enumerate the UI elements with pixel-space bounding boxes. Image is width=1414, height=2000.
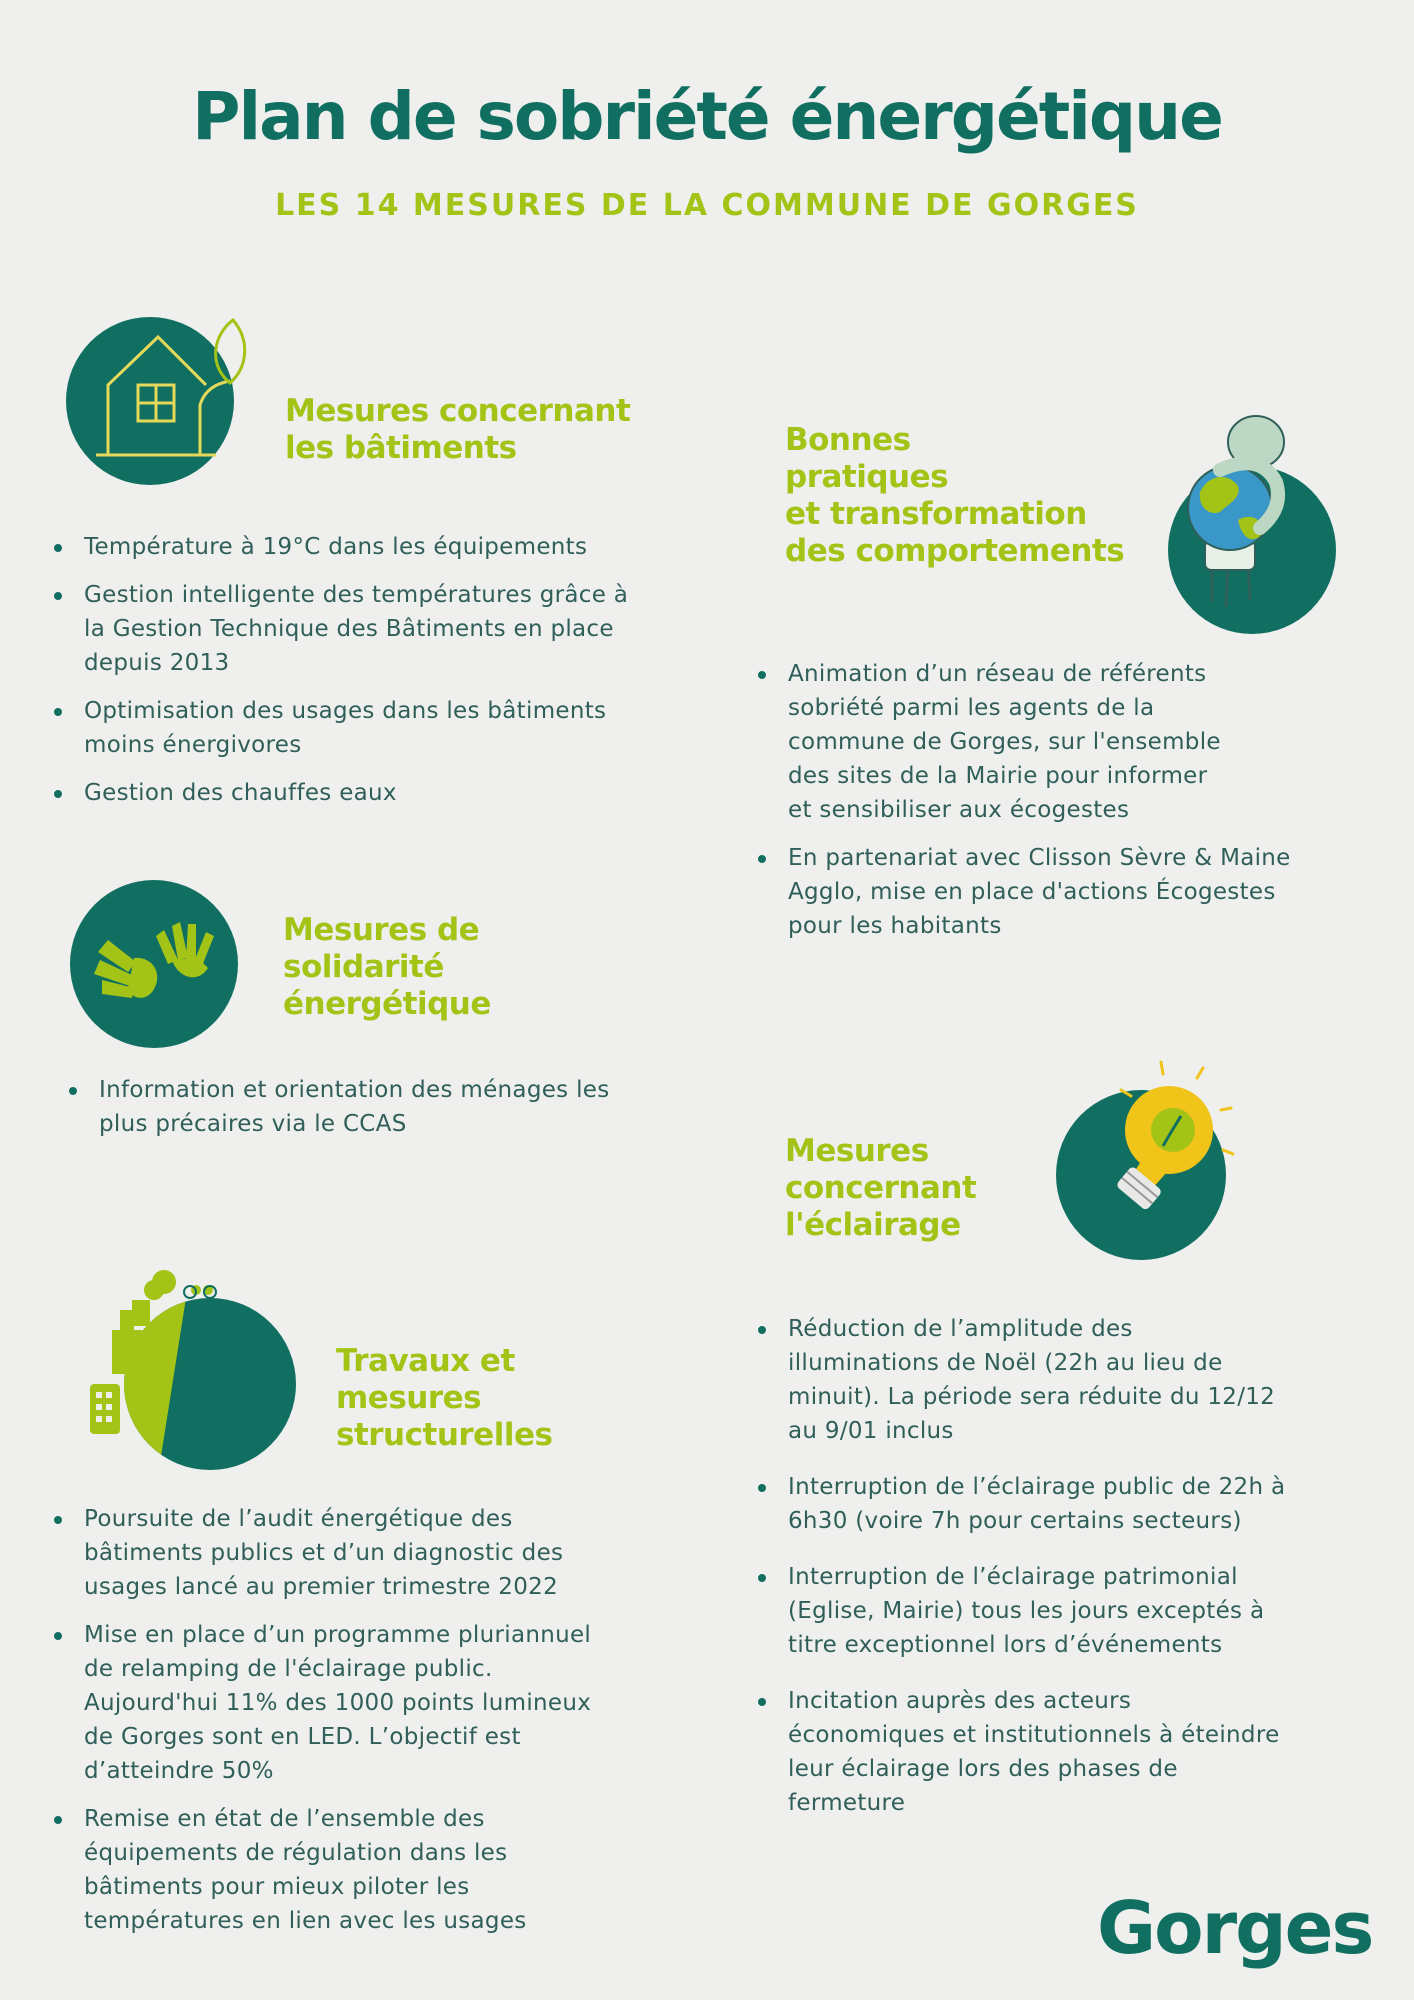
list-item: Mise en place d’un programme pluriannuel de relamping de l'éclairage public. Aujourd'hui 11% des 1000 points lumineux de Gorges sont en LED. L’objectif est d’atteindre 50% bbox=[51, 1618, 591, 1788]
list-item: Optimisation des usages dans les bâtiments moins énergivores bbox=[51, 694, 628, 762]
list-item: Interruption de l’éclairage public de 22h à 6h30 (voire 7h pour certains secteurs) bbox=[755, 1470, 1285, 1538]
list-batiments bbox=[51, 530, 628, 824]
list-item: Information et orientation des ménages les plus précaires via le CCAS bbox=[66, 1073, 610, 1141]
person-hugging-earth-icon bbox=[1150, 412, 1340, 637]
list-eclairage bbox=[755, 1312, 1285, 1834]
lightbulb-leaf-icon bbox=[1055, 1058, 1245, 1263]
section-title-batiments: Mesures concernant les bâtiments bbox=[285, 393, 631, 466]
section-title-pratiques: Bonnes pratiques et transformation des comportements bbox=[785, 422, 1125, 569]
section-title-eclairage: Mesures concernant l'éclairage bbox=[785, 1133, 977, 1243]
list-item: Réduction de l’amplitude des illuminations de Noël (22h au lieu de minuit). La période sera réduite du 12/12 au 9/01 inclus bbox=[755, 1312, 1285, 1448]
house-leaf-icon bbox=[58, 295, 248, 495]
green-town-icon bbox=[84, 1260, 306, 1475]
list-item: Interruption de l’éclairage patrimonial (Eglise, Mairie) tous les jours exceptés à titre exceptionnel lors d’événements bbox=[755, 1560, 1285, 1662]
gorges-logo: Gorges bbox=[1097, 1886, 1373, 1970]
list-item: Gestion des chauffes eaux bbox=[51, 776, 628, 810]
list-item: Poursuite de l’audit énergétique des bâtiments publics et d’un diagnostic des usages lancé au premier trimestre 2022 bbox=[51, 1502, 591, 1604]
list-travaux bbox=[51, 1502, 591, 1952]
list-solidarite bbox=[66, 1073, 610, 1155]
page-subtitle: LES 14 MESURES DE LA COMMUNE DE GORGES bbox=[275, 188, 1139, 223]
list-item: Animation d’un réseau de référents sobriété parmi les agents de la commune de Gorges, sur l'ensemble des sites de la Mairie pour informer et sensibiliser aux écogestes bbox=[755, 657, 1291, 827]
page-title: Plan de sobriété énergétique bbox=[192, 78, 1222, 155]
list-item: Gestion intelligente des températures grâce à la Gestion Technique des Bâtiments en place depuis 2013 bbox=[51, 578, 628, 680]
section-title-solidarite: Mesures de solidarité énergétique bbox=[283, 912, 491, 1022]
section-title-travaux: Travaux et mesures structurelles bbox=[336, 1343, 553, 1453]
list-item: Incitation auprès des acteurs économiques et institutionnels à éteindre leur éclairage lors des phases de fermeture bbox=[755, 1684, 1285, 1820]
hands-icon bbox=[68, 880, 248, 1050]
list-pratiques bbox=[755, 657, 1291, 957]
list-item: En partenariat avec Clisson Sèvre & Maine Agglo, mise en place d'actions Écogestes pour les habitants bbox=[755, 841, 1291, 943]
list-item: Remise en état de l’ensemble des équipements de régulation dans les bâtiments pour mieux piloter les températures en lien avec les usages bbox=[51, 1802, 591, 1938]
list-item: Température à 19°C dans les équipements bbox=[51, 530, 628, 564]
